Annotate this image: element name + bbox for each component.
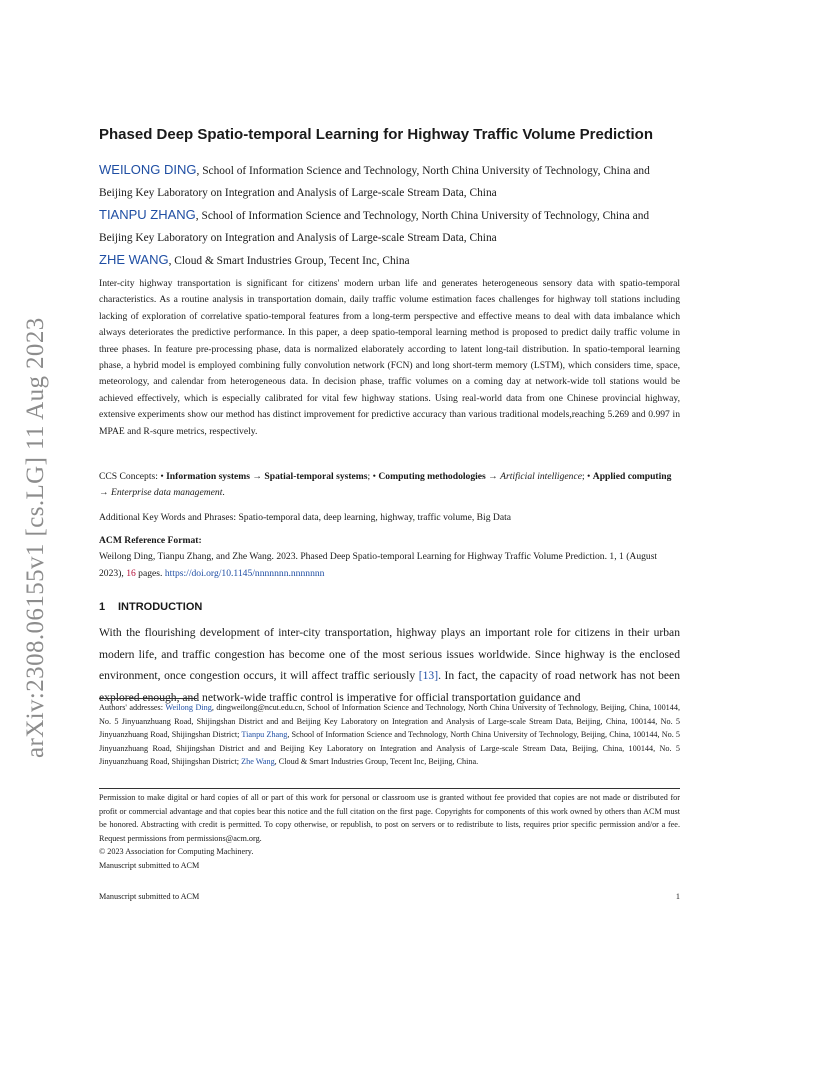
permission-notice bbox=[99, 791, 680, 872]
copyright-line: © 2023 Association for Computing Machinery. bbox=[99, 847, 254, 856]
author-entry bbox=[99, 249, 680, 272]
author-affiliation: , School of Information Science and Technology, North China University of Technology, China and bbox=[196, 165, 650, 177]
introduction-paragraph bbox=[99, 622, 680, 708]
intro-text-continued: . In fact, the capacity of road network has not been explored enough, and network-wide traffic control is imperative for official transportation guidance and bbox=[99, 669, 681, 704]
footer-left-text: Manuscript submitted to ACM bbox=[99, 892, 200, 901]
author-affiliation: , School of Information Science and Technology, North China University of Technology, China and bbox=[195, 210, 650, 222]
ccs-arrow: → bbox=[99, 487, 111, 499]
section-heading bbox=[99, 599, 680, 615]
ccs-concept-computing-methodologies: Computing methodologies bbox=[378, 471, 486, 482]
footnote-address: , dingweilong@ncut.edu.cn, School of Information Science and Technology, North China University of Technology, Beijing, China, 100144, No. 5 Jinyuanzhuang Road, Shijingshan District and and Beijing Key Laboratory on Integration and Analysis of Large-scale Stream Data, Beijing, China, 100144, No. 5 Jinyuanzhuang Road, Shijingshan District; bbox=[99, 703, 681, 739]
ccs-bullet: • bbox=[160, 471, 167, 482]
ccs-separator: ; • bbox=[581, 471, 593, 482]
author-name: TIANPU ZHANG bbox=[99, 207, 196, 222]
footnote-address: , School of Information Science and Technology, North China University of Technology, Beijing, China, 100144, No. 5 Jinyuanzhuang Road, Shijingshan District and and Beijing Key Laboratory on Integration and Analysis of Large-scale Stream Data, Beijing, China, 100144, No. 5 Jinyuanzhuang Road, Shijingshan District; bbox=[99, 730, 680, 766]
doi-link[interactable]: https://doi.org/10.1145/nnnnnnn.nnnnnnn bbox=[164, 567, 325, 579]
acm-reference-text bbox=[99, 549, 680, 582]
author-name: ZHE WANG bbox=[99, 252, 169, 267]
footnote-divider bbox=[99, 698, 197, 699]
author-entry bbox=[99, 159, 680, 182]
author-link-zhe-wang[interactable]: Zhe Wang bbox=[241, 757, 275, 766]
authors-addresses-footnote bbox=[99, 701, 680, 769]
acm-reference-pages: pages. bbox=[135, 567, 165, 579]
ccs-arrow: → bbox=[485, 471, 501, 482]
permission-text: Permission to make digital or hard copies of all or part of this work for personal or classroom use is granted without fee provided that copies are not made or distributed for profit or commercial advantage and that copies bear this notice and the full citation on the first page. Copyrights for components of this work owned by others than ACM must be honored. Abstracting with credit is permitted. To copy otherwise, or republish, to post on servers or to redistribute to lists, requires prior specific permission and/or a fee. Request permissions from permissions@acm.org. bbox=[99, 793, 680, 843]
page-count-link[interactable]: 16 bbox=[126, 567, 136, 579]
footnote-address: , Cloud & Smart Industries Group, Tecent Inc, Beijing, China. bbox=[274, 757, 479, 766]
submission-line: Manuscript submitted to ACM bbox=[99, 860, 200, 870]
section-number: 1 bbox=[99, 601, 106, 613]
ccs-end: . bbox=[222, 487, 225, 499]
arxiv-identifier-stamp: arXiv:2308.06155v1 [cs.LG] 11 Aug 2023 bbox=[22, 317, 49, 758]
permission-divider bbox=[99, 788, 680, 789]
ccs-concept-information-systems: Information systems → Spatial-temporal systems bbox=[166, 471, 368, 482]
author-entry bbox=[99, 204, 680, 227]
author-affiliation: , Cloud & Smart Industries Group, Tecent Inc, China bbox=[168, 255, 410, 267]
ccs-concept-applied-computing: Applied computing bbox=[592, 471, 672, 482]
page-footer bbox=[99, 890, 680, 903]
author-link-weilong-ding[interactable]: Weilong Ding bbox=[165, 703, 212, 712]
author-block bbox=[99, 159, 680, 272]
section-title: INTRODUCTION bbox=[118, 601, 203, 613]
ccs-concepts bbox=[99, 469, 680, 502]
intro-text: With the flourishing development of inter-city transportation, highway plays an important role for citizens in their urban modern life, and traffic congestion has become one of the most serious issues worldwide. Since highway is the enclosed environment, once congestion occurs, it will affect traffic seriously bbox=[99, 626, 680, 682]
acm-reference-format bbox=[99, 533, 680, 582]
abstract-paragraph: Inter-city highway transportation is significant for citizens' modern urban life and generates heterogeneous sensory data with spatio-temporal characteristics. As a routine analysis in transportation domain, daily traffic volume estimation faces challenges for highway toll stations including lacking of exploration of correlative spatio-temporal features from a long-term perspective and effective means to deal with data imbalance which always deteriorates the predictive performance. In this paper, a deep spatio-temporal learning method is proposed to predict daily traffic volume in three phases. In feature pre-processing phase, data is normalized elaborately according to latent long-tail distribution. In spatio-temporal learning phase, a hybrid model is employed combining fully convolution network (FCN) and long short-term memory (LSTM), which considers time, space, meteorology, and calendar from heterogeneous data. In decision phase, traffic volumes on a coming day at network-wide toll stations would be achieved effectively, which is especially calibrated for vital few highway stations. Using real-world data from one Chinese provincial highway, extensive experiments show our method has distinct improvement for predictive accuracy than various traditional models,reaching 5.269 and 0.997 in MPAE and R-squre metrics, respectively. bbox=[99, 278, 680, 437]
author-affiliation-continued: Beijing Key Laboratory on Integration and Analysis of Large-scale Stream Data, China bbox=[99, 232, 497, 244]
acm-reference-heading: ACM Reference Format: bbox=[99, 535, 202, 546]
ccs-prefix: CCS Concepts: bbox=[99, 471, 161, 482]
ccs-separator: ; • bbox=[367, 471, 379, 482]
ccs-concept-artificial-intelligence: Artificial intelligence bbox=[500, 471, 582, 482]
author-link-tianpu-zhang[interactable]: Tianpu Zhang bbox=[241, 730, 288, 739]
footnote-prefix: Authors' addresses: bbox=[99, 703, 166, 712]
acm-reference-citation: Weilong Ding, Tianpu Zhang, and Zhe Wang. 2023. Phased Deep Spatio-temporal Learning for Highway Traffic Volume Prediction. 1, 1 (August 2023), bbox=[99, 551, 658, 579]
paper-title: Phased Deep Spatio-temporal Learning for Highway Traffic Volume Prediction bbox=[99, 126, 653, 143]
author-affiliation-continued: Beijing Key Laboratory on Integration and Analysis of Large-scale Stream Data, China bbox=[99, 187, 497, 199]
page-number: 1 bbox=[675, 892, 680, 901]
author-name: WEILONG DING bbox=[99, 162, 197, 177]
citation-link[interactable]: [13] bbox=[418, 669, 439, 682]
additional-keywords: Additional Key Words and Phrases: Spatio-temporal data, deep learning, highway, traffic volume, Big Data bbox=[99, 512, 512, 523]
ccs-concept-enterprise-data-management: Enterprise data management bbox=[111, 487, 223, 499]
